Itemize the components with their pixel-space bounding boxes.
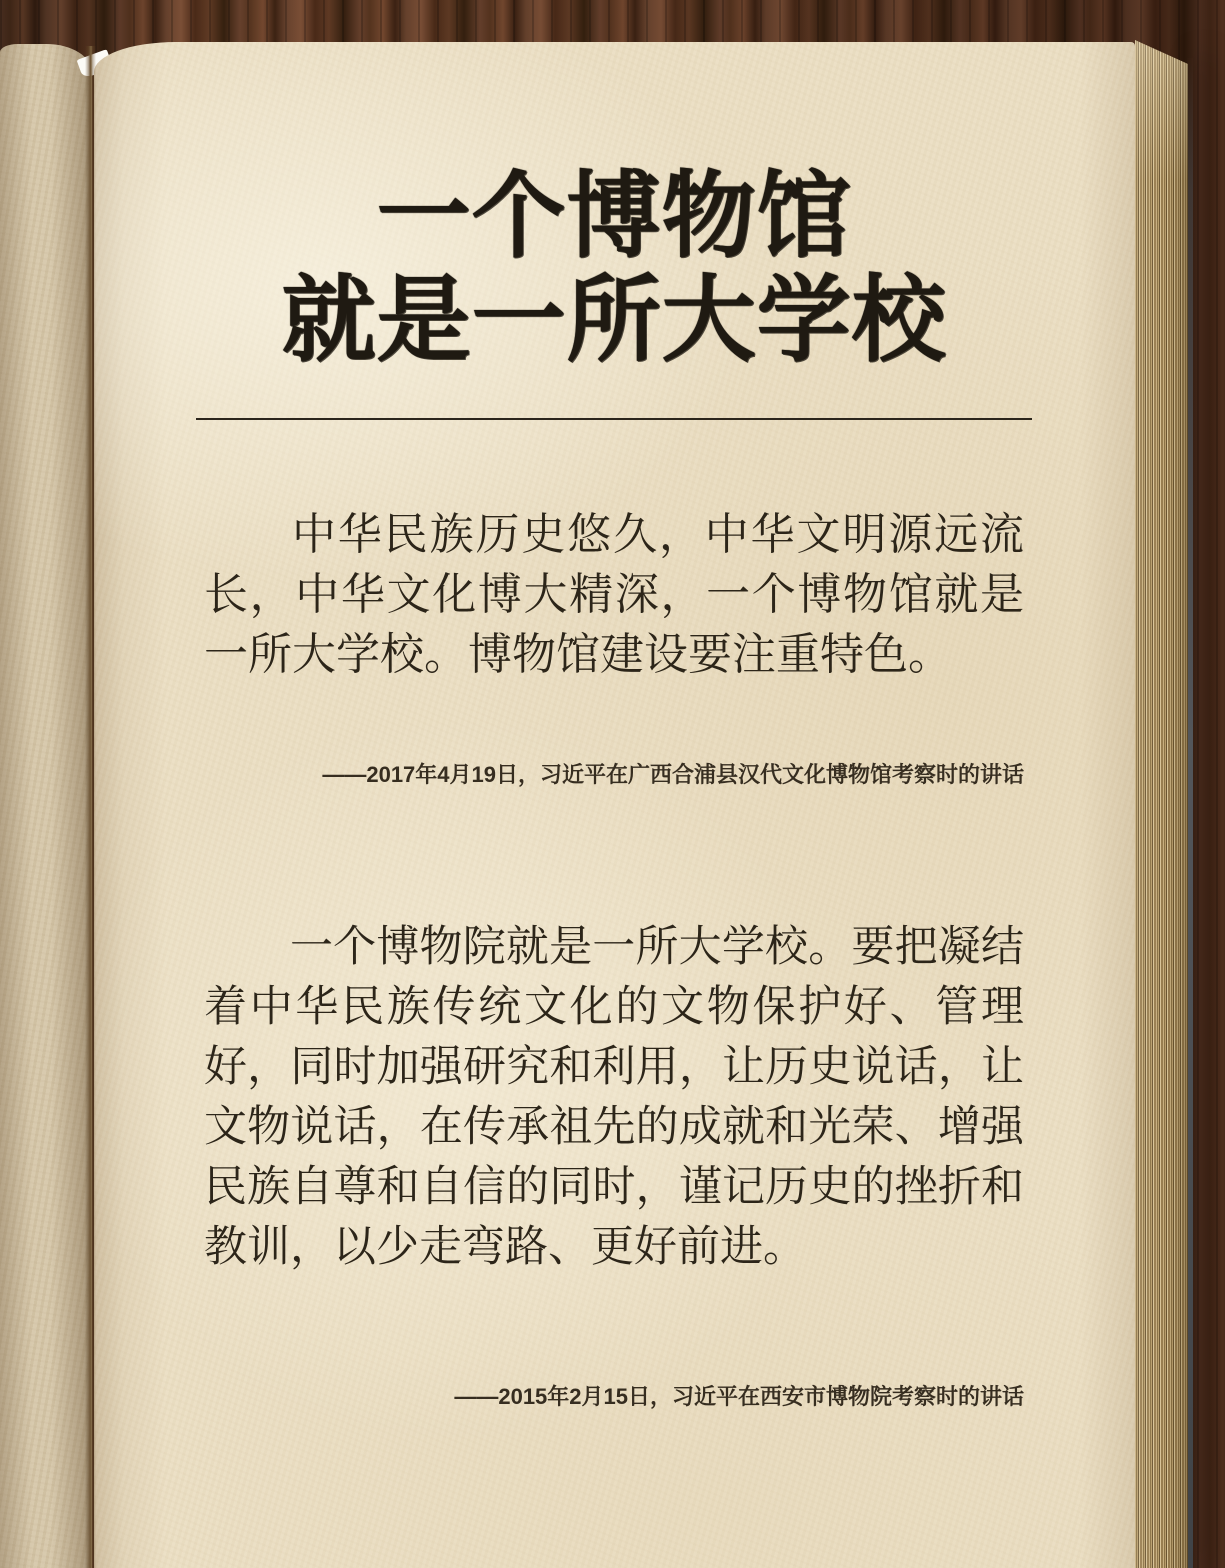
quote-2-text: 一个博物院就是一所大学校。要把凝结着中华民族传统文化的文物保护好、管理好，同时加强研究和利用，让历史说话，让文物说话，在传承祖先的成就和光荣、增强民族自尊和自信的同时，谨记历史的挫折和教训，以少走弯路、更好前进。 xyxy=(204,924,1024,1271)
page-title xyxy=(204,161,1024,375)
title-line-2: 就是一所大学校 xyxy=(281,265,947,375)
page-content xyxy=(204,42,1024,1568)
stacked-page-edges xyxy=(1135,40,1188,1568)
title-divider-rule xyxy=(196,418,1032,420)
quote-2-attribution: ——2015年2月15日，习近平在西安市博物院考察时的讲话 xyxy=(454,1384,1024,1409)
quote-1-text: 中华民族历史悠久，中华文明源远流长，中华文化博大精深，一个博物馆就是一所大学校。博物馆建设要注重特色。 xyxy=(204,510,1024,679)
book-gutter xyxy=(85,46,96,1568)
title-line-1: 一个博物馆 xyxy=(376,161,852,271)
book-page xyxy=(94,42,1135,1568)
quote-1-attribution: ——2017年4月19日，习近平在广西合浦县汉代文化博物馆考察时的讲话 xyxy=(322,762,1024,787)
left-page-edge xyxy=(0,44,92,1568)
